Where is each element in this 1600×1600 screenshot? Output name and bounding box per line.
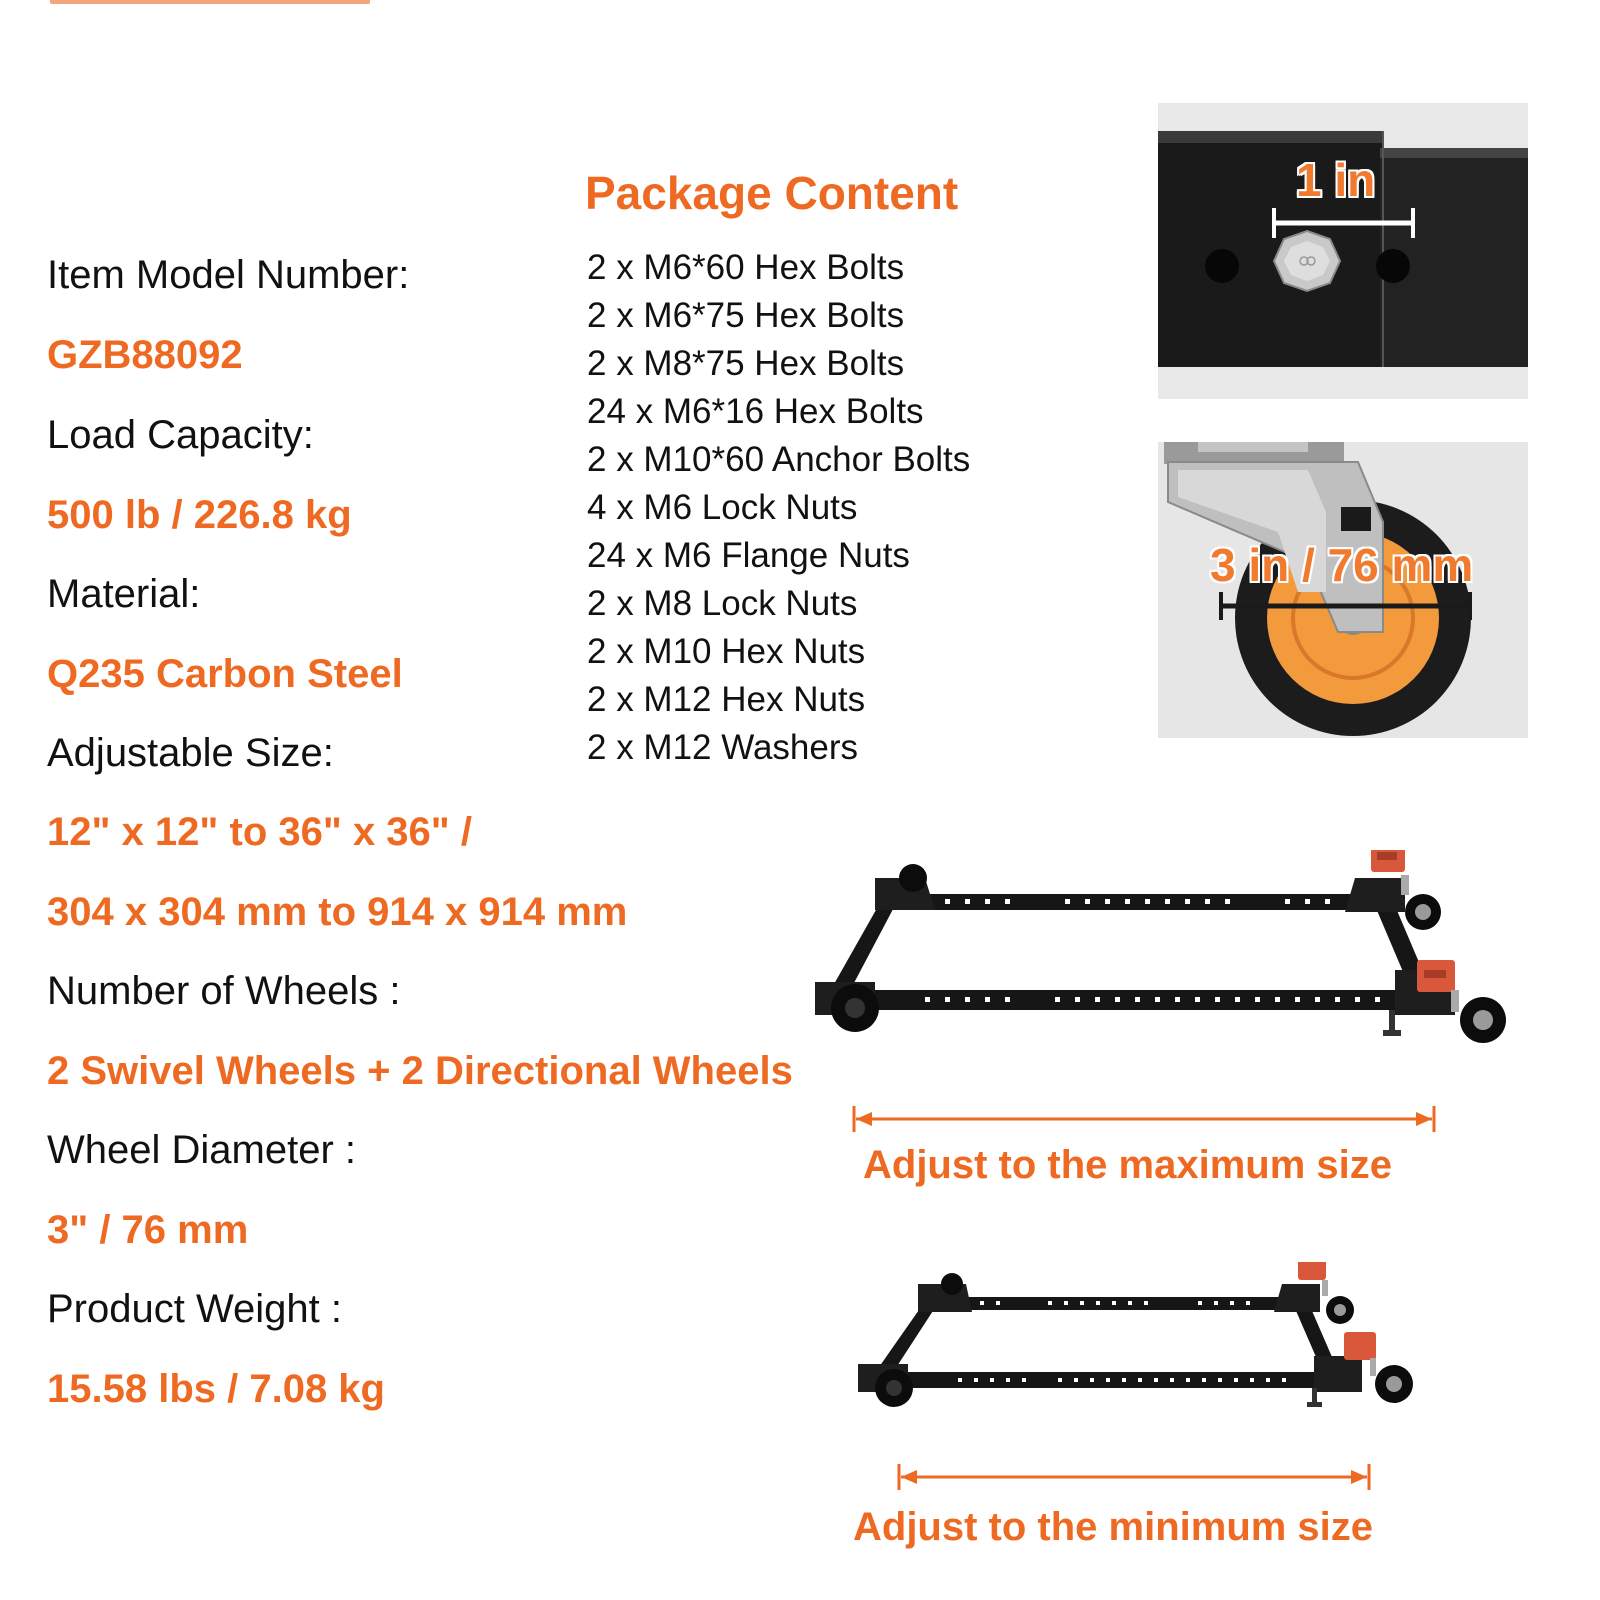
spec-label-wheel-diameter: Wheel Diameter :	[47, 1128, 356, 1172]
spec-value-adjustable-size-inches: 12" x 12" to 36" x 36" /	[47, 810, 472, 854]
list-item: 2 x M10 Hex Nuts	[587, 632, 866, 671]
package-content-list	[587, 244, 970, 772]
list-item: 2 x M12 Hex Nuts	[587, 680, 866, 719]
spec-label-product-weight: Product Weight :	[47, 1287, 342, 1331]
mobile-base-max-illustration	[815, 850, 1545, 1070]
wheel-diameter-label: 3 in / 76 mm	[1210, 539, 1474, 591]
spec-value-adjustable-size-mm: 304 x 304 mm to 914 x 914 mm	[47, 890, 628, 934]
spec-value-material: Q235 Carbon Steel	[47, 652, 403, 696]
top-accent-strip	[50, 0, 370, 4]
package-content-title: Package Content	[585, 167, 959, 219]
spec-label-number-of-wheels: Number of Wheels :	[47, 969, 401, 1013]
list-item: 2 x M8 Lock Nuts	[587, 584, 858, 623]
list-item: 4 x M6 Lock Nuts	[587, 488, 858, 527]
list-item: 2 x M8*75 Hex Bolts	[587, 344, 905, 383]
wheel-diameter-photo	[1158, 442, 1528, 738]
list-item: 2 x M10*60 Anchor Bolts	[587, 440, 971, 479]
list-item: 2 x M12 Washers	[587, 728, 859, 767]
max-size-arrow	[850, 1104, 1440, 1134]
list-item: 2 x M6*60 Hex Bolts	[587, 248, 905, 287]
spec-label-model: Item Model Number:	[47, 253, 410, 297]
min-size-arrow	[895, 1462, 1375, 1492]
spec-label-material: Material:	[47, 572, 201, 616]
spec-value-model: GZB88092	[47, 333, 243, 377]
mobile-base-min-illustration	[858, 1262, 1458, 1432]
base-min-size-photo	[858, 1262, 1458, 1432]
list-item: 24 x M6 Flange Nuts	[587, 536, 910, 575]
spec-value-product-weight: 15.58 lbs / 7.08 kg	[47, 1367, 385, 1411]
spec-value-load-capacity: 500 lb / 226.8 kg	[47, 493, 352, 537]
base-max-size-photo	[815, 850, 1545, 1070]
spec-value-wheel-diameter: 3" / 76 mm	[47, 1208, 249, 1252]
spec-label-adjustable-size: Adjustable Size:	[47, 731, 334, 775]
min-size-caption: Adjust to the minimum size	[853, 1505, 1374, 1549]
spec-value-number-of-wheels: 2 Swivel Wheels + 2 Directional Wheels	[47, 1049, 793, 1093]
list-item: 2 x M6*75 Hex Bolts	[587, 296, 905, 335]
list-item: 24 x M6*16 Hex Bolts	[587, 392, 924, 431]
spec-label-load-capacity: Load Capacity:	[47, 413, 314, 457]
bolt-spacing-label: 1 in	[1296, 154, 1376, 206]
frame-tube-illustration	[1158, 103, 1528, 399]
max-size-caption: Adjust to the maximum size	[863, 1143, 1392, 1187]
bolt-spacing-photo	[1158, 103, 1528, 399]
